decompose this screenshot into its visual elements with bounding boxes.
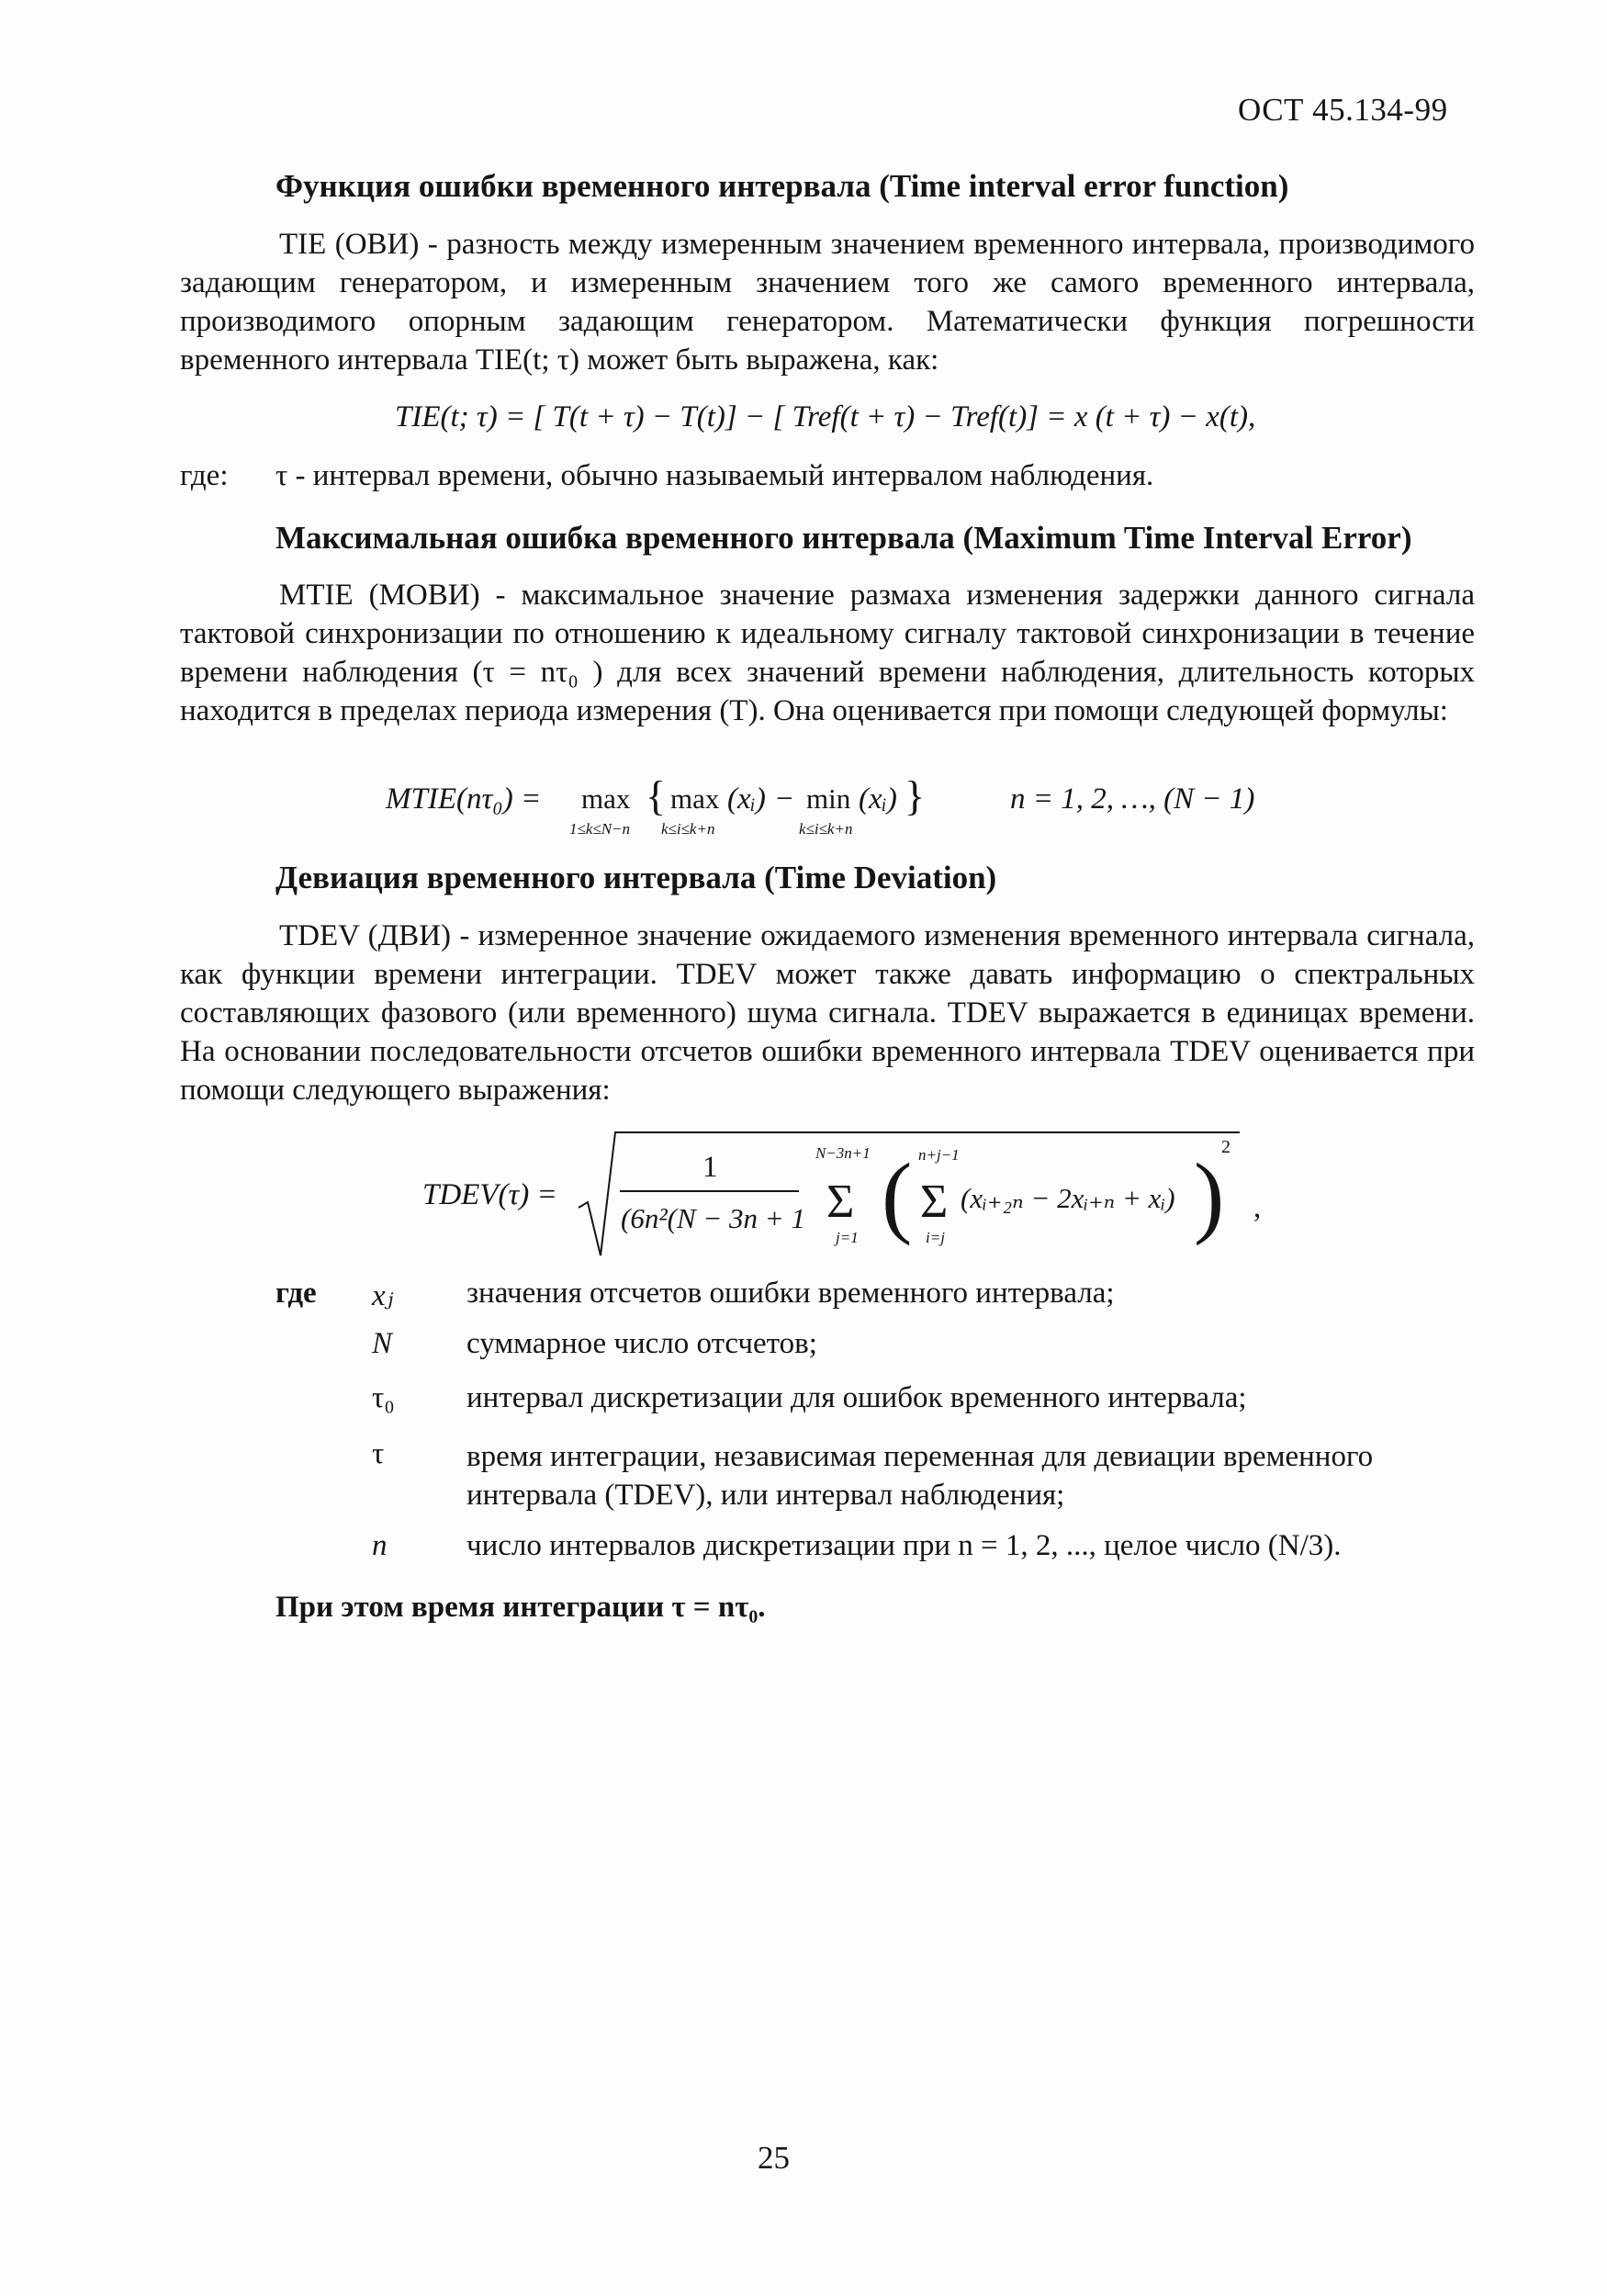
where-text-tie: τ - интервал времени, обычно называемый интервалом наблюдения. [275, 459, 1154, 492]
paragraph-tdev: TDEV (ДВИ) - измеренное значение ожидаемого изменения временного интервала сигнала, как функции времени интеграции. TDEV может также давать информацию о спектральных составляющих фазового (или временного) шума сигнала. TDEV выражается в единицах времени. На основании последовательности отсчетов ошибки временного интервала TDEV оценивается при помощи следующего выражения: [180, 919, 1475, 1107]
mtie-xi-2: (xᵢ) [859, 782, 897, 816]
mtie-max-inner-range: k≤i≤k+n [661, 820, 715, 838]
tdev-lhs: TDEV(τ) = [422, 1178, 557, 1211]
mtie-max-inner: max [670, 782, 720, 815]
tdev-inner-sum-upper: n+j−1 [918, 1146, 960, 1164]
mtie-lhs: MTIE(nτ₀) = [386, 782, 542, 816]
mtie-brace-left: { [646, 772, 667, 819]
definition-text-n: число интервалов дискретизации при n = 1, 2, ..., целое число (N/3). [466, 1529, 1342, 1562]
tdev-denominator: (6n²(N − 3n + 1 [621, 1202, 805, 1234]
tdev-inner-sum-lower: i=j [926, 1229, 945, 1246]
formula-tdev [404, 1125, 1286, 1272]
mtie-min-range: k≤i≤k+n [799, 820, 853, 838]
definition-symbol-tau: τ [372, 1437, 385, 1470]
tdev-outer-sigma: Σ [826, 1176, 855, 1228]
mtie-max-outer-range: 1≤k≤N−n [569, 820, 631, 838]
definition-symbol-n: n [372, 1529, 388, 1562]
definition-text-n-total: суммарное число отсчетов; [466, 1327, 817, 1360]
where-label-tie: где: [180, 459, 229, 492]
definition-symbol-n-total: N [372, 1327, 393, 1360]
tdev-paren-left: ( [882, 1144, 913, 1246]
definition-symbol-tau0: τ₀ [372, 1381, 395, 1414]
tdev-power: 2 [1221, 1137, 1231, 1157]
definition-text-tau: время интеграции, независимая переменная для девиации временного интервала (TDEV), или интервал наблюдения; [466, 1440, 1374, 1512]
definition-text-xj: значения отсчетов ошибки временного интервала; [466, 1277, 1115, 1310]
tdev-inner-body: (xᵢ₊₂ₙ − 2xᵢ₊ₙ + xᵢ) [961, 1182, 1175, 1214]
tdev-paren-right: ) [1194, 1144, 1225, 1246]
formula-mtie [367, 770, 1341, 847]
mtie-max-outer: max [581, 782, 631, 815]
tdev-inner-sigma: Σ [920, 1176, 949, 1228]
heading-mtie: Максимальная ошибка временного интервала (Maximum Time Interval Error) [275, 520, 1412, 556]
mtie-n-values: n = 1, 2, …, (N − 1) [1010, 782, 1255, 816]
heading-tdev: Девиация временного интервала (Time Deviation) [275, 860, 997, 895]
formula-tie: TIE(t; τ) = [ T(t + τ) − T(t)] − [ Tref(t + τ) − Tref(t)] = x (t + τ) − x(t), [395, 400, 1256, 433]
mtie-min: min [806, 782, 851, 815]
mtie-minus: − [776, 782, 793, 816]
document-code: ОСТ 45.134-99 [1238, 92, 1448, 128]
paragraph-tie: TIE (ОВИ) - разность между измеренным значением временного интервала, производимого задающим генератором, и измеренным значением того же самого временного интервала, производимого опорным задающим генератором. Математически функция погрешности временного интервала TIE(t; τ) может быть выражена, как: [180, 228, 1475, 377]
mtie-xi-1: (xᵢ) [727, 782, 766, 816]
closing-statement: При этом время интеграции τ = nτ₀. [275, 1591, 766, 1624]
tdev-outer-sum-lower: j=1 [836, 1229, 859, 1246]
definition-symbol-xj: xⱼ [372, 1279, 394, 1312]
paragraph-mtie: MTIE (МОВИ) - максимальное значение размаха изменения задержки данного сигнала тактовой синхронизации по отношению к идеальному сигналу тактовой синхронизации в течение времени наблюдения (τ = nτ₀ ) для всех значений времени наблюдения, длительность которых находится в пределах периода измерения (T). Она оценивается при помощи следующей формулы: [180, 579, 1475, 727]
definition-text-tau0: интервал дискретизации для ошибок временного интервала; [466, 1381, 1247, 1414]
heading-tie: Функция ошибки временного интервала (Time interval error function) [275, 168, 1289, 204]
page-number: 25 [758, 2140, 790, 2176]
mtie-brace-right: } [905, 772, 926, 819]
tdev-numerator: 1 [702, 1151, 718, 1184]
definitions-label: где [275, 1277, 317, 1310]
tdev-outer-sum-upper: N−3n+1 [815, 1144, 871, 1162]
tdev-trailing: , [1253, 1191, 1262, 1224]
